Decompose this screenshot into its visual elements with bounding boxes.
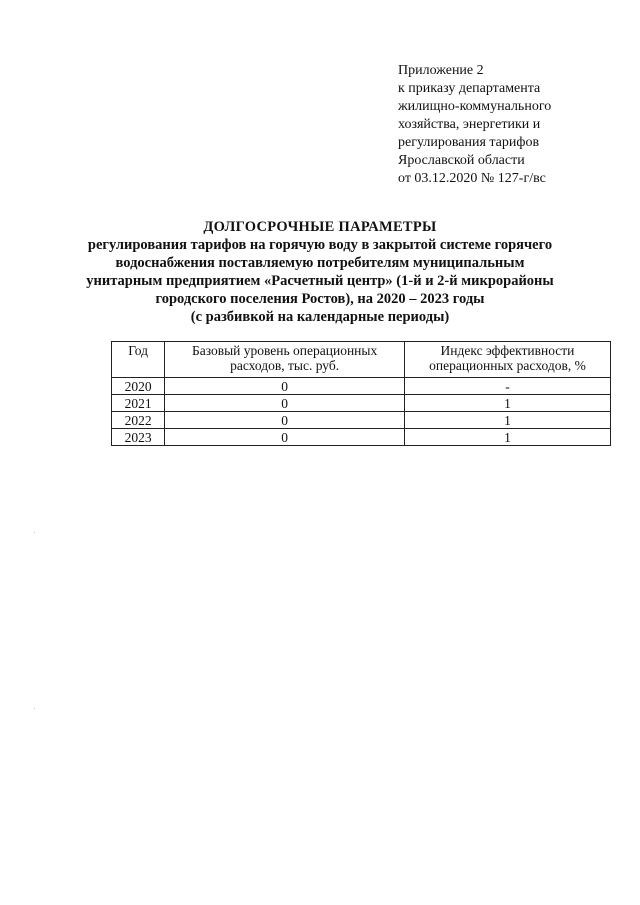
title-line-4: городского поселения Ростов), на 2020 – 2023 годы — [155, 291, 485, 307]
parameters-table — [111, 341, 611, 446]
cell-year: 2021 — [112, 395, 165, 412]
title-line-2: водоснабжения поставляемую потребителям муниципальным — [115, 255, 525, 271]
cell-base-level: 0 — [165, 412, 405, 429]
cell-year: 2020 — [112, 378, 165, 395]
document-title: ДОЛГОСРОЧНЫЕ ПАРАМЕТРЫ — [203, 219, 437, 235]
annex-line-date: от 03.12.2020 № 127-г/вс — [398, 171, 546, 186]
title-line-3: унитарным предприятием «Расчетный центр» (1-й и 2-й микрорайоны — [86, 273, 554, 289]
scan-speck — [34, 708, 35, 709]
table-row — [112, 429, 611, 446]
header-year: Год — [112, 342, 165, 378]
annex-line-order: к приказу департамента — [398, 81, 541, 96]
cell-base-level: 0 — [165, 429, 405, 446]
cell-efficiency-index: 1 — [404, 395, 610, 412]
table-row — [112, 395, 611, 412]
cell-efficiency-index: 1 — [404, 429, 610, 446]
cell-year: 2022 — [112, 412, 165, 429]
title-line-1: регулирования тарифов на горячую воду в закрытой системе горячего — [87, 237, 553, 253]
annex-block — [398, 62, 551, 188]
header-base-level: Базовый уровень операционных расходов, тыс. руб. — [165, 342, 405, 378]
cell-year: 2023 — [112, 429, 165, 446]
annex-line-region: Ярославской области — [398, 153, 525, 168]
annex-line-department-1: жилищно-коммунального — [398, 99, 552, 114]
cell-efficiency-index: - — [404, 378, 610, 395]
scan-speck — [34, 532, 35, 533]
table-row — [112, 378, 611, 395]
title-line-5: (с разбивкой на календарные периоды) — [190, 309, 450, 325]
annex-line-department-2: хозяйства, энергетики и — [398, 117, 541, 132]
table-row — [112, 412, 611, 429]
table-header-row — [112, 342, 611, 378]
document-title-block — [60, 218, 580, 326]
cell-base-level: 0 — [165, 395, 405, 412]
header-efficiency-index: Индекс эффективности операционных расходов, % — [404, 342, 610, 378]
annex-line-number: Приложение 2 — [398, 63, 484, 78]
cell-base-level: 0 — [165, 378, 405, 395]
cell-efficiency-index: 1 — [404, 412, 610, 429]
annex-line-department-3: регулирования тарифов — [398, 135, 540, 150]
